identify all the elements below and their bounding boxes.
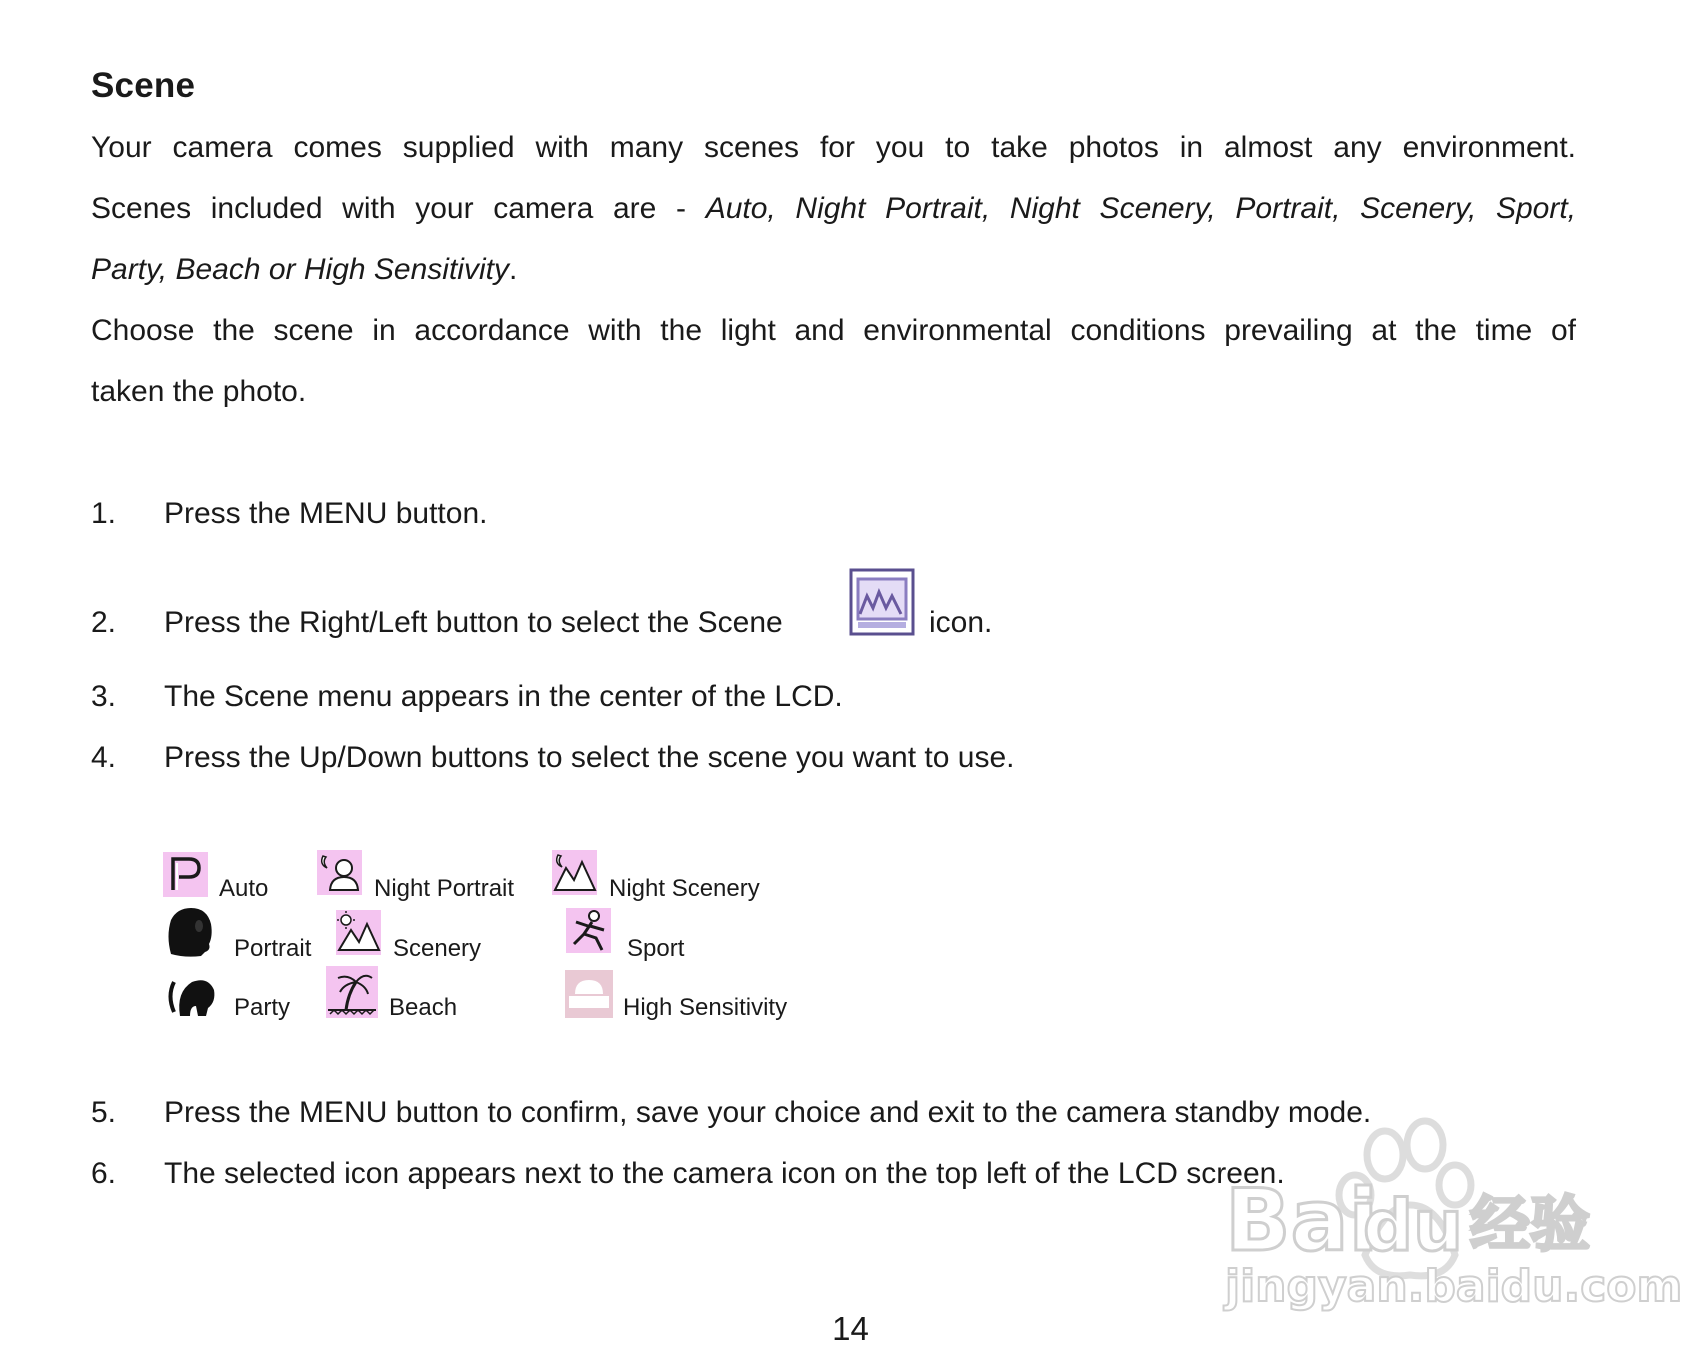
scene-label-beach: Beach bbox=[389, 994, 458, 1021]
scene-label-night-portrait: Night Portrait bbox=[374, 875, 515, 902]
step-6-text: The selected icon appears next to the camera icon on the top left of the LCD screen. bbox=[164, 1157, 1285, 1190]
night-scenery-icon bbox=[552, 850, 597, 895]
scene-label-party: Party bbox=[234, 994, 291, 1021]
scene-label-portrait: Portrait bbox=[234, 935, 312, 962]
svg-text:jingyan.baidu.com: jingyan.baidu.com bbox=[1225, 1261, 1683, 1312]
page-number: 14 bbox=[832, 1310, 869, 1347]
step-2-text: Press the Right/Left button to select the Scene bbox=[164, 606, 783, 639]
intro-scene-list-part2: Party, Beach or High Sensitivity bbox=[91, 253, 509, 286]
scene-label-high-sensitivity: High Sensitivity bbox=[623, 994, 788, 1021]
svg-text:经验: 经验 bbox=[1470, 1190, 1590, 1260]
scene-label-night-scenery: Night Scenery bbox=[609, 875, 760, 902]
intro-scene-list-part1: Auto, Night Portrait, Night Scenery, Portrait, Scenery, Sport, bbox=[705, 192, 1576, 225]
beach-icon bbox=[326, 966, 378, 1018]
portrait-icon bbox=[165, 906, 215, 958]
auto-icon bbox=[163, 852, 208, 897]
step-2-number: 2. bbox=[91, 606, 117, 639]
step-4-number: 4. bbox=[91, 741, 117, 774]
party-icon bbox=[166, 976, 218, 1018]
scene-label-scenery: Scenery bbox=[393, 935, 482, 962]
step-5-text: Press the MENU button to confirm, save your choice and exit to the camera standby mode. bbox=[164, 1096, 1372, 1129]
intro-line-2-prefix: Scenes included with your camera are - bbox=[91, 192, 686, 225]
sport-icon bbox=[566, 908, 611, 953]
scenery-icon bbox=[336, 910, 381, 955]
step-1-number: 1. bbox=[91, 497, 117, 530]
intro-line-5: taken the photo. bbox=[91, 375, 307, 408]
step-6-number: 6. bbox=[91, 1157, 117, 1190]
step-2-suffix: icon. bbox=[929, 606, 993, 639]
intro-line-2 bbox=[91, 189, 1576, 229]
svg-text:du: du bbox=[1363, 1185, 1463, 1267]
high-sensitivity-icon bbox=[565, 970, 613, 1018]
step-4-text: Press the Up/Down buttons to select the scene you want to use. bbox=[164, 741, 1015, 774]
step-5-number: 5. bbox=[91, 1096, 117, 1129]
step-3-text: The Scene menu appears in the center of the LCD. bbox=[164, 680, 843, 713]
night-portrait-icon bbox=[317, 850, 362, 895]
scene-label-auto: Auto bbox=[219, 875, 269, 902]
step-1-text: Press the MENU button. bbox=[164, 497, 488, 530]
intro-line-3-suffix: . bbox=[508, 253, 518, 286]
intro-line-3 bbox=[91, 250, 1576, 290]
page-title: Scene bbox=[91, 66, 196, 105]
svg-text:Bai: Bai bbox=[1225, 1171, 1379, 1271]
step-3-number: 3. bbox=[91, 680, 117, 713]
scene-label-sport: Sport bbox=[627, 935, 685, 962]
intro-line-1: Your camera comes supplied with many scenes for you to take photos in almost any environment. bbox=[91, 131, 1576, 164]
baidu-watermark-logo bbox=[1215, 1115, 1683, 1312]
intro-line-4: Choose the scene in accordance with the light and environmental conditions prevailing at the time of bbox=[91, 314, 1576, 347]
scene-menu-icon bbox=[849, 568, 915, 636]
